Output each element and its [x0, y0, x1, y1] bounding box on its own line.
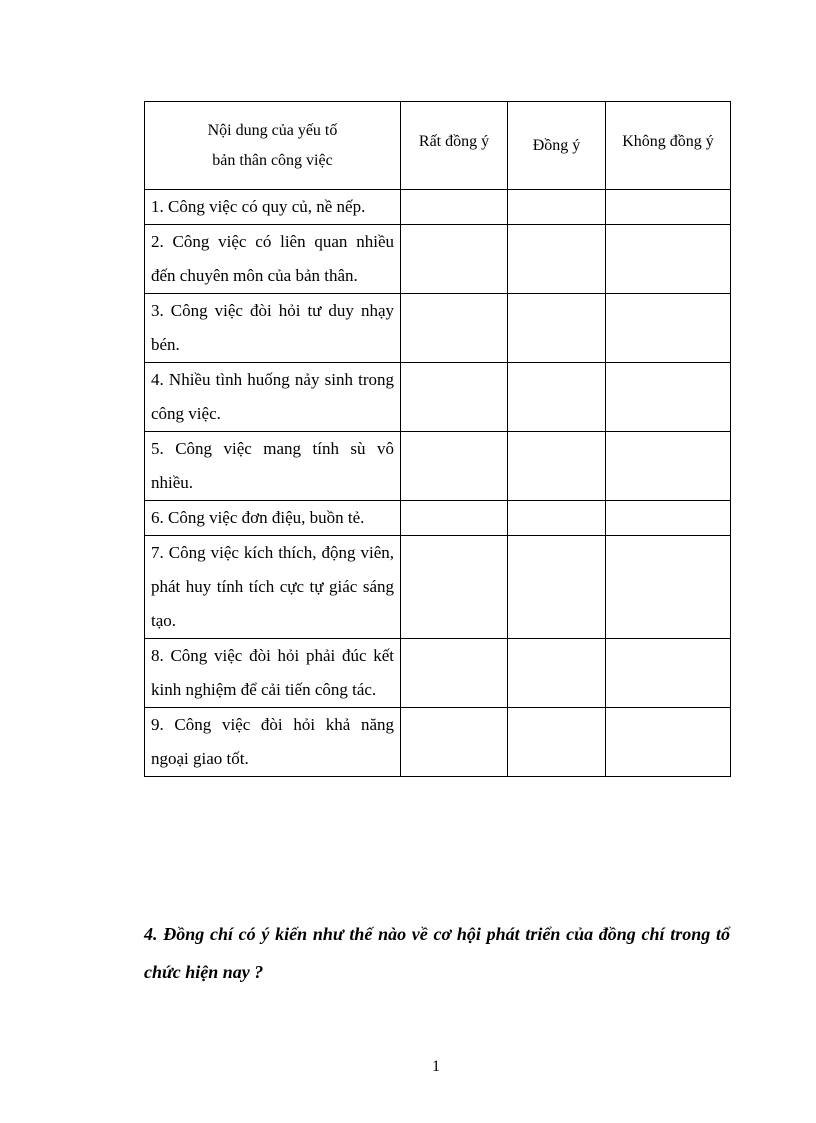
header-content-line1: Nội dung của yếu tố	[207, 121, 338, 139]
table-row	[145, 432, 731, 501]
row-8-strongly-agree-cell[interactable]	[401, 639, 508, 708]
row-5-text: 5. Công việc mang tính sù vô nhiều.	[145, 432, 401, 501]
row-4-agree-cell[interactable]	[508, 363, 606, 432]
row-3-agree-cell[interactable]	[508, 294, 606, 363]
table-row	[145, 708, 731, 777]
header-disagree-label: Không đồng ý	[622, 132, 714, 150]
row-3-disagree-cell[interactable]	[606, 294, 731, 363]
header-strongly-agree	[401, 102, 508, 190]
row-6-strongly-agree-cell[interactable]	[401, 501, 508, 536]
row-2-agree-cell[interactable]	[508, 225, 606, 294]
question-4: 4. Đồng chí có ý kiến như thế nào về cơ hội phát triển của đồng chí trong tổ chức hiện nay ?	[144, 924, 730, 982]
row-6-disagree-cell[interactable]	[606, 501, 731, 536]
row-2-strongly-agree-cell[interactable]	[401, 225, 508, 294]
row-6-text: 6. Công việc đơn điệu, buồn tẻ.	[145, 501, 401, 536]
row-5-agree-cell[interactable]	[508, 432, 606, 501]
table-row	[145, 639, 731, 708]
row-2-disagree-cell[interactable]	[606, 225, 731, 294]
row-3-text: 3. Công việc đòi hỏi tư duy nhạy bén.	[145, 294, 401, 363]
row-7-agree-cell[interactable]	[508, 536, 606, 639]
row-8-agree-cell[interactable]	[508, 639, 606, 708]
header-strongly-agree-label: Rất đồng ý	[418, 132, 490, 150]
table-row	[145, 190, 731, 225]
header-agree	[508, 102, 606, 190]
header-disagree	[606, 102, 731, 190]
row-6-agree-cell[interactable]	[508, 501, 606, 536]
row-8-disagree-cell[interactable]	[606, 639, 731, 708]
header-content-line2: bản thân công việc	[212, 151, 333, 169]
row-4-text: 4. Nhiều tình huống nảy sinh trong công việc.	[145, 363, 401, 432]
table-row	[145, 225, 731, 294]
row-7-disagree-cell[interactable]	[606, 536, 731, 639]
row-8-text: 8. Công việc đòi hỏi phải đúc kết kinh nghiệm để cải tiến công tác.	[145, 639, 401, 708]
table-header-row	[145, 102, 731, 190]
table-row	[145, 536, 731, 639]
row-7-strongly-agree-cell[interactable]	[401, 536, 508, 639]
table-row	[145, 363, 731, 432]
header-agree-label: Đồng ý	[532, 136, 581, 154]
row-4-disagree-cell[interactable]	[606, 363, 731, 432]
row-9-agree-cell[interactable]	[508, 708, 606, 777]
row-5-disagree-cell[interactable]	[606, 432, 731, 501]
row-1-agree-cell[interactable]	[508, 190, 606, 225]
row-2-text: 2. Công việc có liên quan nhiều đến chuyên môn của bản thân.	[145, 225, 401, 294]
row-9-disagree-cell[interactable]	[606, 708, 731, 777]
row-1-strongly-agree-cell[interactable]	[401, 190, 508, 225]
table-row	[145, 294, 731, 363]
row-9-text: 9. Công việc đòi hỏi khả năng ngoại giao tốt.	[145, 708, 401, 777]
page-number: 1	[432, 1058, 440, 1075]
row-9-strongly-agree-cell[interactable]	[401, 708, 508, 777]
row-3-strongly-agree-cell[interactable]	[401, 294, 508, 363]
survey-table	[144, 101, 731, 777]
header-content	[145, 102, 401, 190]
table-row	[145, 501, 731, 536]
row-5-strongly-agree-cell[interactable]	[401, 432, 508, 501]
row-7-text: 7. Công việc kích thích, động viên, phát huy tính tích cực tự giác sáng tạo.	[145, 536, 401, 639]
row-4-strongly-agree-cell[interactable]	[401, 363, 508, 432]
row-1-disagree-cell[interactable]	[606, 190, 731, 225]
row-1-text: 1. Công việc có quy củ, nề nếp.	[145, 190, 401, 225]
